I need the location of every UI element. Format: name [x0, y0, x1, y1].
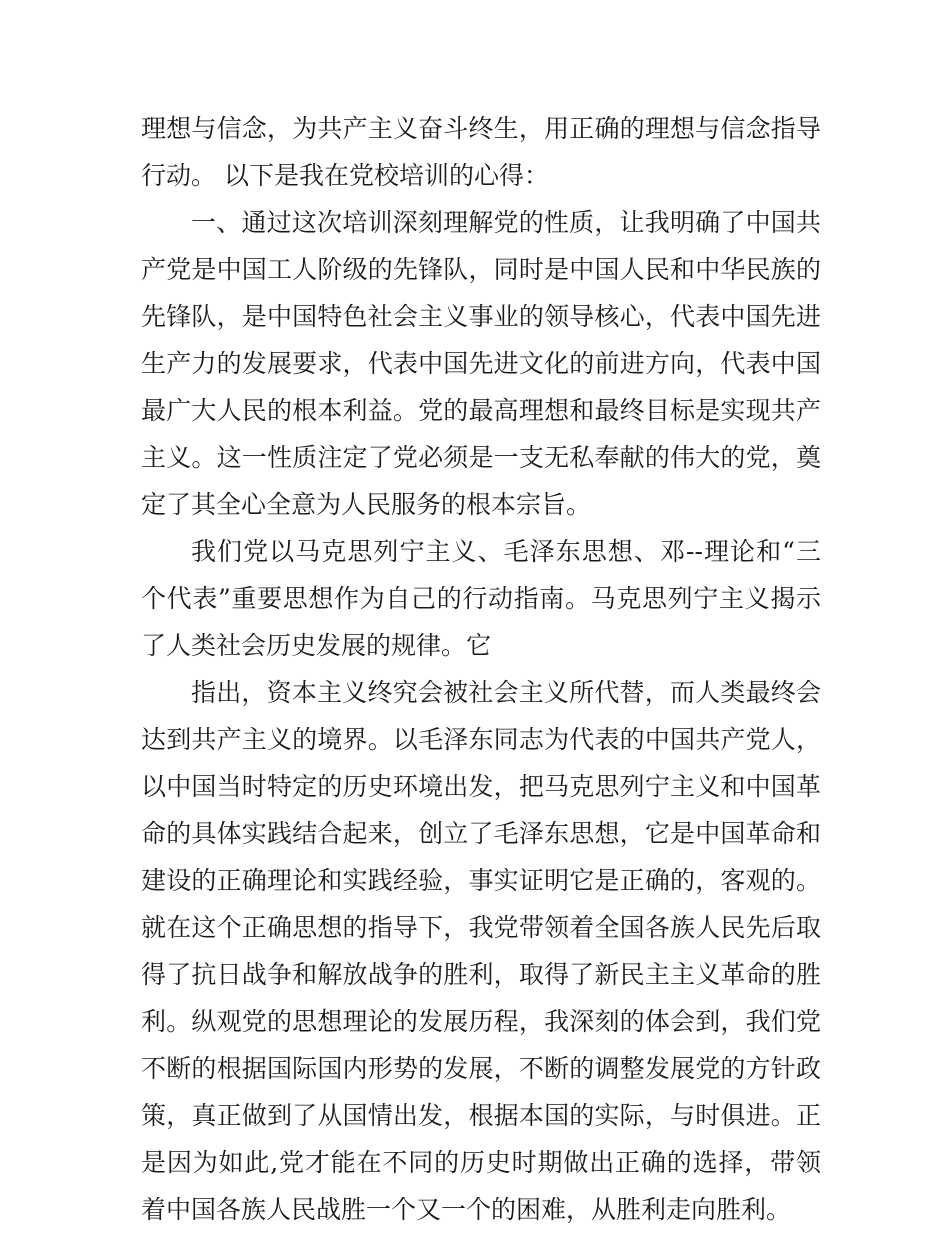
- text-line: 得了抗日战争和解放战争的胜利，取得了新民主主义革命的胜: [141, 960, 821, 989]
- text-line: 利。纵观党的思想理论的发展历程，我深刻的体会到，我们党: [141, 1007, 821, 1036]
- text-line: 是因为如此,党才能在不同的历史时期做出正确的选择，带领: [141, 1148, 821, 1177]
- paragraph-first-line: 指出，资本主义终究会被社会主义所代替，而人类最终会: [191, 678, 821, 707]
- text-line: 先锋队，是中国特色社会主义事业的领导核心，代表中国先进: [141, 302, 821, 331]
- text-line: 理想与信念，为共产主义奋斗终生，用正确的理想与信念指导: [141, 114, 821, 143]
- text-line: 达到共产主义的境界。以毛泽东同志为代表的中国共产党人，: [141, 725, 821, 754]
- text-line: 生产力的发展要求，代表中国先进文化的前进方向，代表中国: [141, 349, 821, 378]
- paragraph-first-line: 一、通过这次培训深刻理解党的性质，让我明确了中国共: [191, 208, 821, 237]
- text-line: 了人类社会历史发展的规律。它: [141, 631, 492, 660]
- text-line: 最广大人民的根本利益。党的最高理想和最终目标是实现共产: [141, 396, 821, 425]
- body-text: [141, 105, 821, 1233]
- paragraph-first-line: 我们党以马克思列宁主义、毛泽东思想、邓--理论和“三: [191, 537, 821, 566]
- text-line: 行动。 以下是我在党校培训的心得：: [141, 161, 549, 190]
- text-line: 不断的根据国际国内形势的发展，不断的调整发展党的方针政: [141, 1054, 821, 1083]
- text-line: 主义。这一性质注定了党必须是一支无私奉献的伟大的党，奠: [141, 443, 821, 472]
- text-line: 就在这个正确思想的指导下，我党带领着全国各族人民先后取: [141, 913, 821, 942]
- text-line: 建设的正确理论和实践经验，事实证明它是正确的，客观的。: [141, 866, 821, 895]
- text-line: 着中国各族人民战胜一个又一个的困难，从胜利走向胜利。: [141, 1195, 792, 1224]
- text-line: 策，真正做到了从国情出发，根据本国的实际，与时俱进。正: [141, 1101, 821, 1130]
- text-line: 定了其全心全意为人民服务的根本宗旨。: [141, 490, 592, 519]
- text-line: 命的具体实践结合起来，创立了毛泽东思想，它是中国革命和: [141, 819, 821, 848]
- text-line: 个代表”重要思想作为自己的行动指南。马克思列宁主义揭示: [141, 584, 821, 613]
- text-line: 以中国当时特定的历史环境出发，把马克思列宁主义和中国革: [141, 772, 821, 801]
- text-line: 产党是中国工人阶级的先锋队，同时是中国人民和中华民族的: [141, 255, 821, 284]
